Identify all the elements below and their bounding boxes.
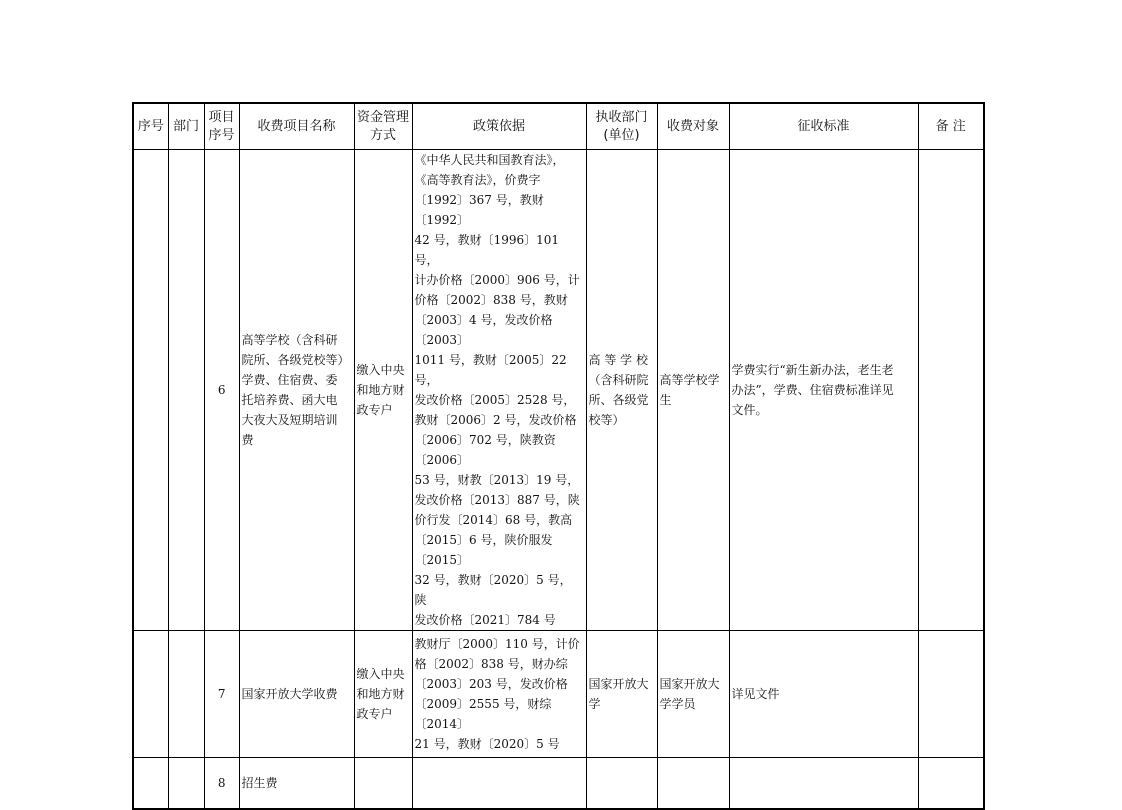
cell-collector: 国家开放大 学 (586, 631, 657, 758)
cell-dept (168, 631, 204, 758)
table-row (133, 631, 984, 758)
header-seq: 序号 (133, 103, 168, 150)
cell-target (657, 758, 729, 810)
cell-policy (412, 758, 586, 810)
cell-item-name: 招生费 (239, 758, 354, 810)
header-remark: 备 注 (918, 103, 984, 150)
cell-item-no: 8 (204, 758, 239, 810)
header-fund-mgmt: 资金管理 方式 (354, 103, 412, 150)
cell-fund-mgmt: 缴入中央 和地方财 政专户 (354, 631, 412, 758)
table-row (133, 150, 984, 631)
cell-fund-mgmt: 缴入中央 和地方财 政专户 (354, 150, 412, 631)
cell-target: 高等学校学 生 (657, 150, 729, 631)
cell-item-name: 高等学校（含科研 院所、各级党校等） 学费、住宿费、委 托培养费、函大电 大夜大及短期培训 费 (239, 150, 354, 631)
header-standard: 征收标准 (729, 103, 918, 150)
header-item-name: 收费项目名称 (239, 103, 354, 150)
cell-seq (133, 150, 168, 631)
header-target: 收费对象 (657, 103, 729, 150)
cell-item-no: 7 (204, 631, 239, 758)
cell-standard: 详见文件 (729, 631, 918, 758)
cell-collector: 高 等 学 校 （含科研院 所、各级党 校等） (586, 150, 657, 631)
cell-standard (729, 758, 918, 810)
cell-item-name: 国家开放大学收费 (239, 631, 354, 758)
cell-standard: 学费实行“新生新办法，老生老 办法”，学费、住宿费标准详见 文件。 (729, 150, 918, 631)
header-policy: 政策依据 (412, 103, 586, 150)
cell-dept (168, 150, 204, 631)
cell-seq (133, 631, 168, 758)
cell-dept (168, 758, 204, 810)
cell-policy: 《中华人民共和国教育法》， 《高等教育法》，价费字 〔1992〕367 号，教财〔1992〕 42 号，教财〔1996〕101 号， 计办价格〔2000〕906 号，计 价格〔2002〕838 号，教财 〔2003〕4 号，发改价格〔2003〕 1011 号，教财〔2005〕22 号， 发改价格〔2005〕2528 号， 教财〔2006〕2 号，发改价格 〔2006〕702 号，陕教资〔2006〕 53 号，财教〔2013〕19 号， 发改价格〔2013〕887 号，陕 价行发〔2014〕68 号，教高 〔2015〕6 号，陕价服发〔2015〕 32 号，教财〔2020〕5 号，陕 发改价格〔2021〕784 号 (412, 150, 586, 631)
table-row (133, 758, 984, 810)
cell-policy: 教财厅〔2000〕110 号，计价 格〔2002〕838 号，财办综 〔2003〕203 号，发改价格 〔2009〕2555 号，财综〔2014〕 21 号，教财〔2020〕5 号 (412, 631, 586, 758)
cell-collector (586, 758, 657, 810)
header-row (133, 103, 984, 150)
cell-item-no: 6 (204, 150, 239, 631)
fee-schedule-table (132, 102, 985, 810)
header-dept: 部门 (168, 103, 204, 150)
header-collector: 执收部门 (单位) (586, 103, 657, 150)
cell-target: 国家开放大 学学员 (657, 631, 729, 758)
cell-seq (133, 758, 168, 810)
cell-remark (918, 150, 984, 631)
cell-remark (918, 758, 984, 810)
cell-remark (918, 631, 984, 758)
header-item-no: 项目 序号 (204, 103, 239, 150)
cell-fund-mgmt (354, 758, 412, 810)
